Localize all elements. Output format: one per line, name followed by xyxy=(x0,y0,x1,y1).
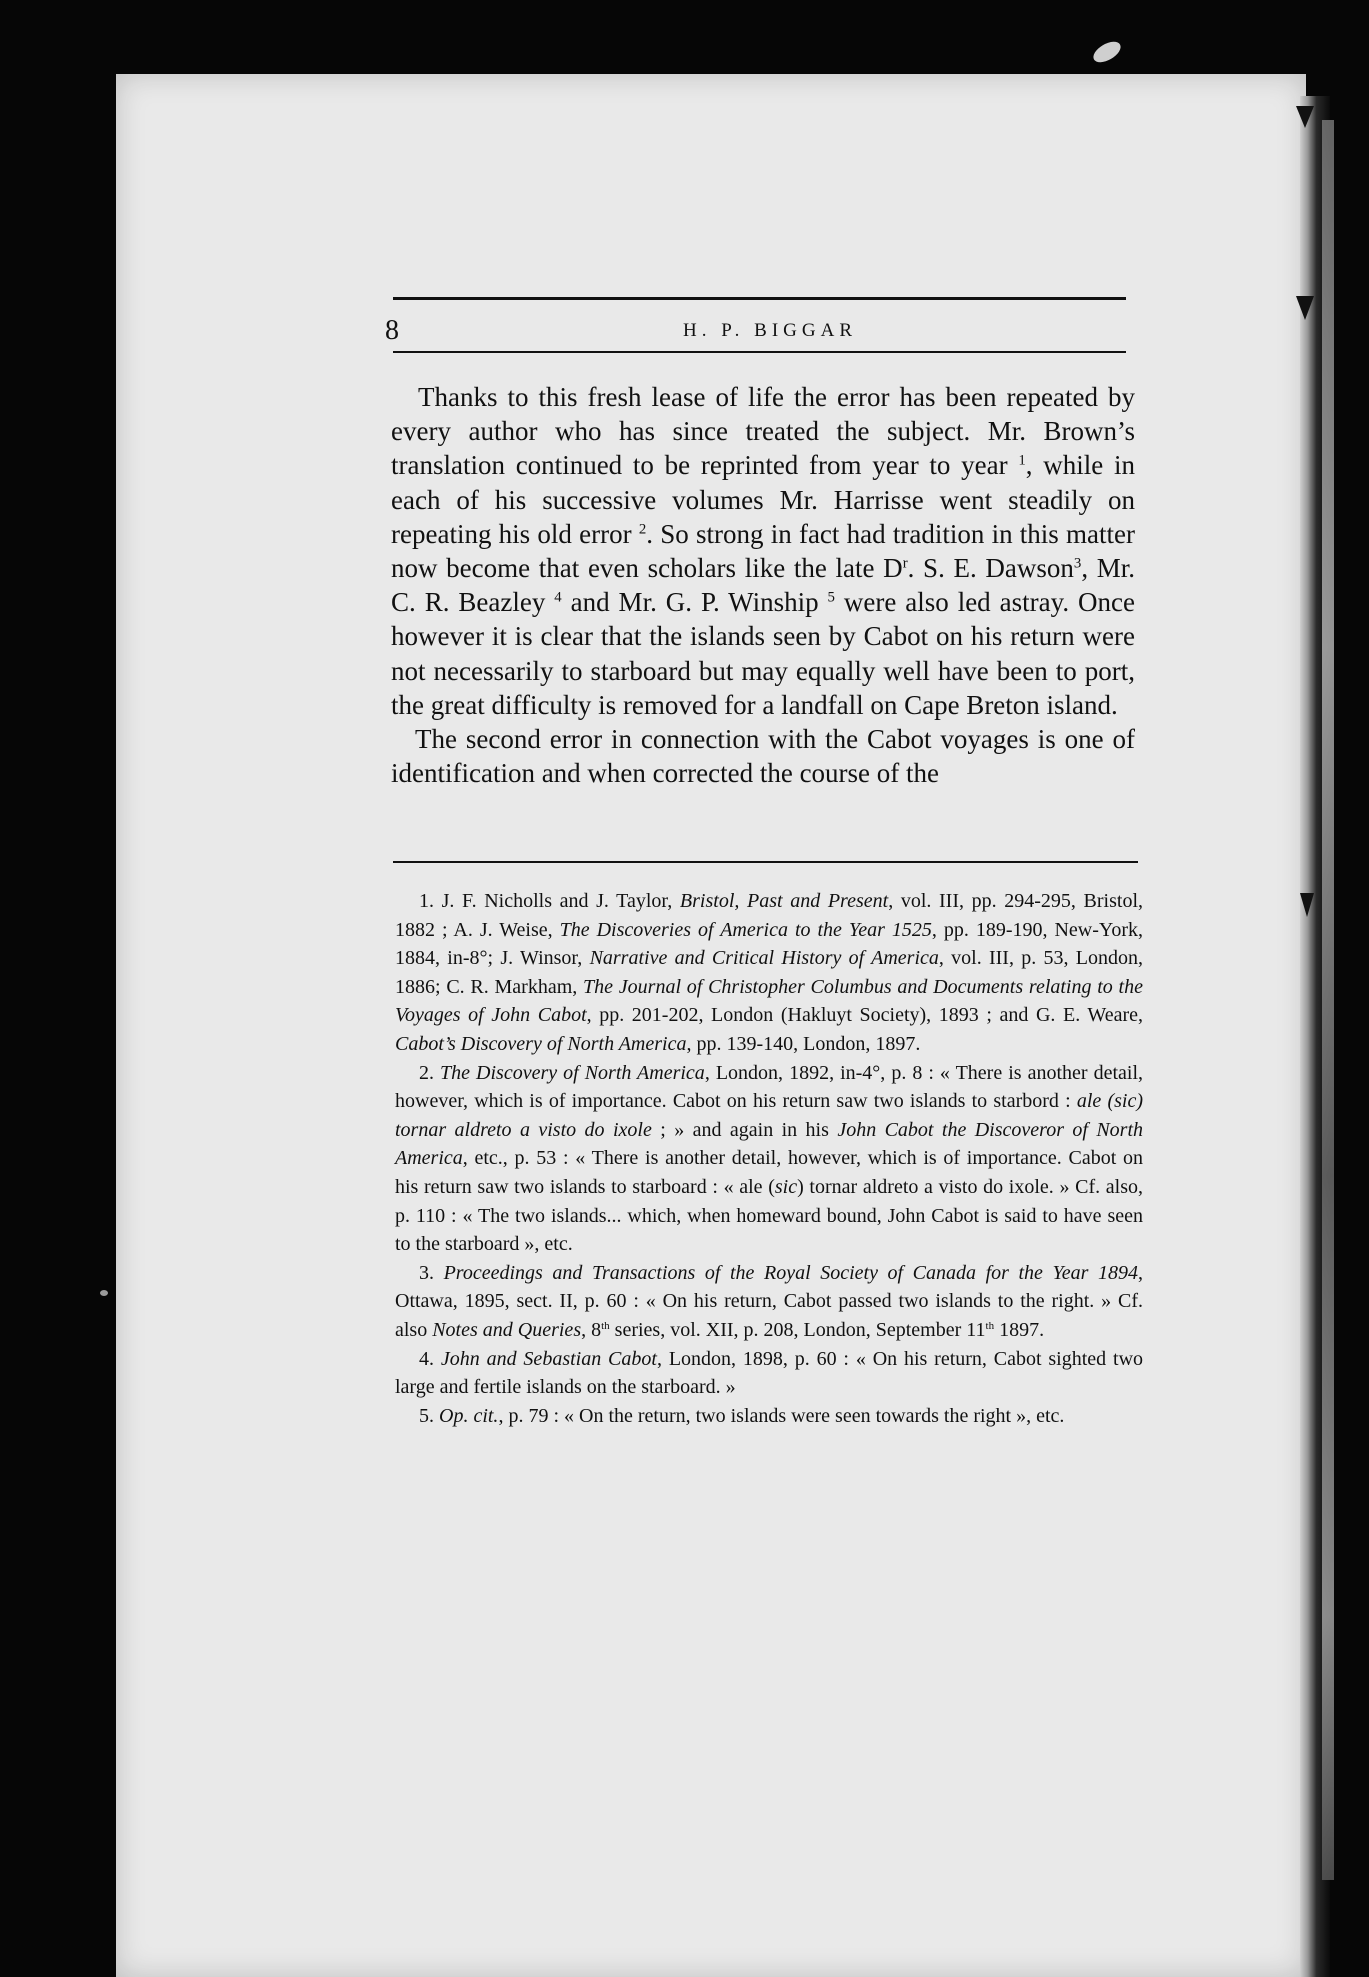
footnote-1: 1. J. F. Nicholls and J. Taylor, Bristol, Past and Present, vol. III, pp. 294-295, Bristol, 1882 ; A. J. Weise, The Discoveries of America to the Year 1525, pp. 189-190, New-York, 1884, in-8°; J. Winsor, Narrative and Critical History of America, vol. III, p. 53, London, 1886; C. R. Markham, The Journal of Christopher Columbus and Documents relating to the Voyages of John Cabot, pp. 201-202, London (Hakluyt Society), 1893 ; and G. E. Weare, Cabot’s Discovery of North America, pp. 139-140, London, 1897. xyxy=(395,890,1143,1055)
footnote-2: 2. The Discovery of North America, London, 1892, in-4°, p. 8 : « There is another detail, however, which is of importance. Cabot on his return saw two islands to starbord : ale (sic) tornar aldreto a visto do ixole ; » and again in his John Cabot the Discoveror of North America, etc., p. 53 : « There is another detail, however, which is of importance. Cabot on his return saw two islands to starboard : « ale (sic) tornar aldreto a visto do ixole. » Cf. also, p. 110 : « The two islands... which, when homeward bound, John Cabot is said to have seen to the starboard », etc. xyxy=(395,1061,1144,1256)
body-text xyxy=(391,380,1135,790)
footnote-3: 3. Proceedings and Transactions of the Royal Society of Canada for the Year 1894, Ottawa, 1895, sect. II, p. 60 : « On his return, Cabot passed two islands to the right. » Cf. also Notes and Queries, 8th series, vol. XII, p. 208, London, September 11th 1897. xyxy=(395,1261,1144,1341)
body-paragraph-2: The second error in connection with the Cabot voyages is one of identification and when corrected the course of the xyxy=(391,724,1135,789)
footnote-4: 4. John and Sebastian Cabot, London, 1898, p. 60 : « On his return, Cabot sighted two large and fertile islands on the starboard. » xyxy=(395,1347,1144,1399)
edge-marker-icon xyxy=(1300,893,1314,917)
running-head: H. P. BIGGAR xyxy=(682,320,858,341)
footnote-5: 5. Op. cit., p. 79 : « On the return, two islands were seen towards the right », etc. xyxy=(419,1404,1065,1427)
footnote-rule xyxy=(393,861,1138,863)
header-rule-bottom xyxy=(393,351,1126,353)
scan-speck xyxy=(100,1290,108,1296)
body-paragraph-1: Thanks to this fresh lease of life the error has been repeated by every author who has since treated the subject. Mr. Brown’s translation continued to be reprinted from year to year $^1$, while in each of his successive volumes Mr. Harrisse went steadily on repeating his old error $^2$. So strong in fact had tradition in this matter now become that even scholars like the late $D^r$. S. E. Dawson$^3$, Mr. C. R. Beazley $^4$ and Mr. G. P. Winship $^5$ were also led astray. Once however it is clear that the islands seen by Cabot on his return were not necessarily to starboard but may equally well have been to port, the great difficulty is removed for a landfall on Cape Breton island. xyxy=(391,382,1136,720)
page-number: 8 xyxy=(385,315,399,346)
footnotes xyxy=(395,887,1143,1430)
edge-marker-icon xyxy=(1296,106,1314,128)
edge-marker-icon xyxy=(1296,296,1314,320)
header-rule-top xyxy=(393,297,1126,300)
next-page-bleed xyxy=(1322,120,1334,1880)
